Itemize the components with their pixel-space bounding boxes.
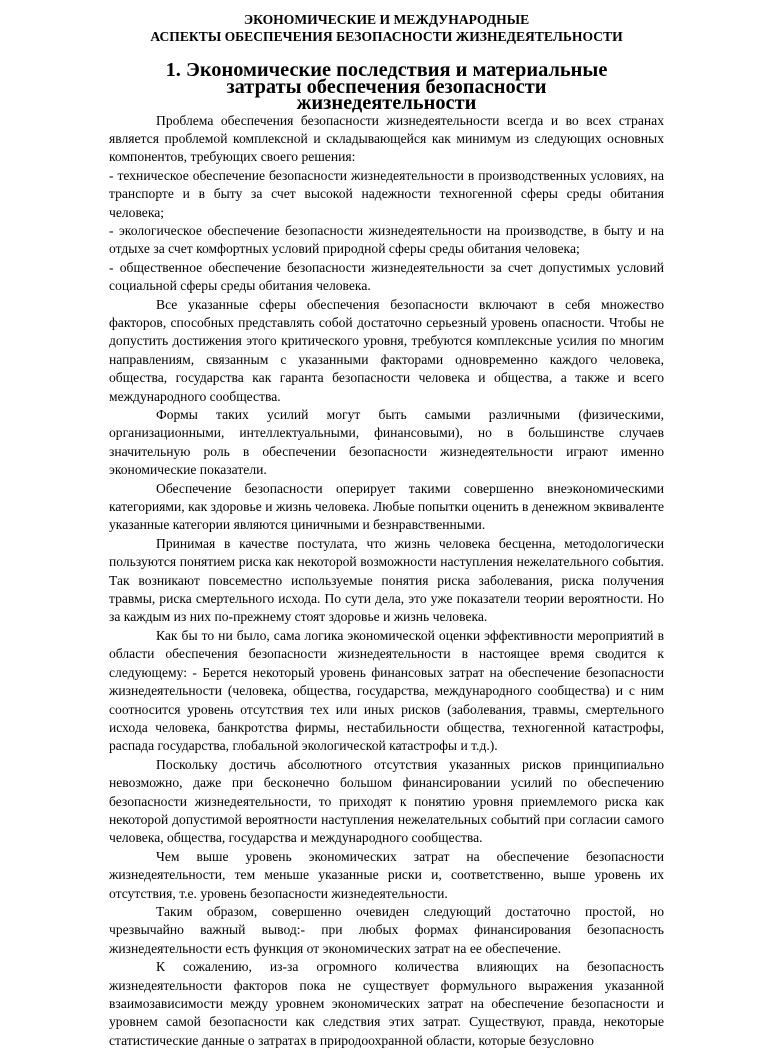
- paragraph: Формы таких усилий могут быть самыми различными (физическими, организационными, интеллектуальными, финансовыми), но в большинстве случаев значительную роль в обеспечении безопасности жизнедеятельности играют именно экономические показатели.: [109, 407, 664, 478]
- paragraph: Обеспечение безопасности оперирует такими совершенно внеэкономическими категориями, как здоровье и жизнь человека. Любые попытки оценить в денежном эквиваленте указанные категории являются циничными и безнравственными.: [109, 480, 664, 533]
- list-item: - общественное обеспечение безопасности жизнедеятельности за счет допустимых условий социальной сферы среды обитания человека.: [109, 259, 664, 294]
- list-item: - техническое обеспечение безопасности жизнедеятельности в производственных условиях, на транспорте и в быту за счет высокой надежности техногенной сферы среды обитания человека;: [109, 167, 664, 220]
- title-line: АСПЕКТЫ ОБЕСПЕЧЕНИЯ БЕЗОПАСНОСТИ ЖИЗНЕДЕЯТЕЛЬНОСТИ: [150, 29, 623, 44]
- paragraph: Проблема обеспечения безопасности жизнедеятельности всегда и во всех странах является проблемой комплексной и складывающейся как минимум из следующих основных компонентов, требующих своего решения:: [109, 112, 664, 165]
- document-page: [109, 11, 664, 1050]
- paragraph: Как бы то ни было, сама логика экономической оценки эффективности мероприятий в области обеспечения безопасности жизнедеятельности в настоящее время сводится к следующему: - Берется некоторый уровень финансовых затрат на обеспечение безопасности жизнедеятельности (человека, общества, государства, международного сообщества) и с ним соотносится уровень отсутствия тех или иных рисков (заболевания, травмы, смертельного исхода человека, банкротства фирмы, нестабильности общества, техногенной катастрофы, распада государства, глобальной экологической катастрофы и т.д.).: [109, 627, 664, 754]
- paragraph: Принимая в качестве постулата, что жизнь человека бесценна, методологически пользуются понятием риска как некоторой возможности наступления нежелательного события. Так возникают повсеместно используемые понятия риска заболевания, риска получения травмы, риска смертельного исхода. По сути дела, это уже показатели теории вероятности. Но за каждым из них по-прежнему стоят здоровье и жизнь человека.: [109, 535, 664, 625]
- paragraph: Поскольку достичь абсолютного отсутствия указанных рисков принципиально невозможно, даже при бесконечно большом финансировании усилий по обеспечению безопасности жизнедеятельности, то приходят к понятию уровня приемлемого риска как некоторой допустимой вероятности наступления нежелательных событий при согласии самого человека, общества, государства и международного сообщества.: [109, 756, 664, 846]
- document-title: [109, 11, 664, 45]
- section-title-line: жизнедеятельности: [296, 92, 477, 114]
- section-title-line: затраты обеспечения безопасности: [226, 75, 547, 98]
- list-item: - экологическое обеспечение безопасности жизнедеятельности на производстве, в быту и на отдыхе за счет комфортных условий природной сферы среды обитания человека;: [109, 222, 664, 257]
- paragraph: К сожалению, из-за огромного количества влияющих на безопасность жизнедеятельности факторов пока не существует формульного выражения указанной взаимозависимости между уровнем экономических затрат на обеспечение безопасности и уровнем самой безопасности как следствия этих затрат. Существуют, правда, некоторые статистические данные о затратах в природоохранной области, которые безусловно: [109, 959, 664, 1048]
- paragraph: Все указанные сферы обеспечения безопасности включают в себя множество факторов, способных представлять собой достаточно серьезный уровень опасности. Чтобы не допустить достижения этого критического уровня, требуются комплексные усилия по многим направлениям, связанным с указанными факторами одновременно каждого человека, общества, государства как гаранта безопасности человека и общества, а также и всего международного сообщества.: [109, 296, 664, 404]
- paragraph: Таким образом, совершенно очевиден следующий достаточно простой, но чрезвычайно важный вывод:- при любых формах финансирования безопасность жизнедеятельности есть функция от экономических затрат на ее обеспечение.: [109, 903, 664, 956]
- title-line: ЭКОНОМИЧЕСКИЕ И МЕЖДУНАРОДНЫЕ: [243, 12, 530, 27]
- paragraph: Чем выше уровень экономических затрат на обеспечение безопасности жизнедеятельности, тем меньше указанные риски и, соответственно, выше уровень их отсутствия, т.е. уровень безопасности жизнедеятельности.: [109, 848, 664, 901]
- section-title-line: 1. Экономические последствия и материальные: [165, 59, 608, 81]
- section-title: [109, 59, 664, 114]
